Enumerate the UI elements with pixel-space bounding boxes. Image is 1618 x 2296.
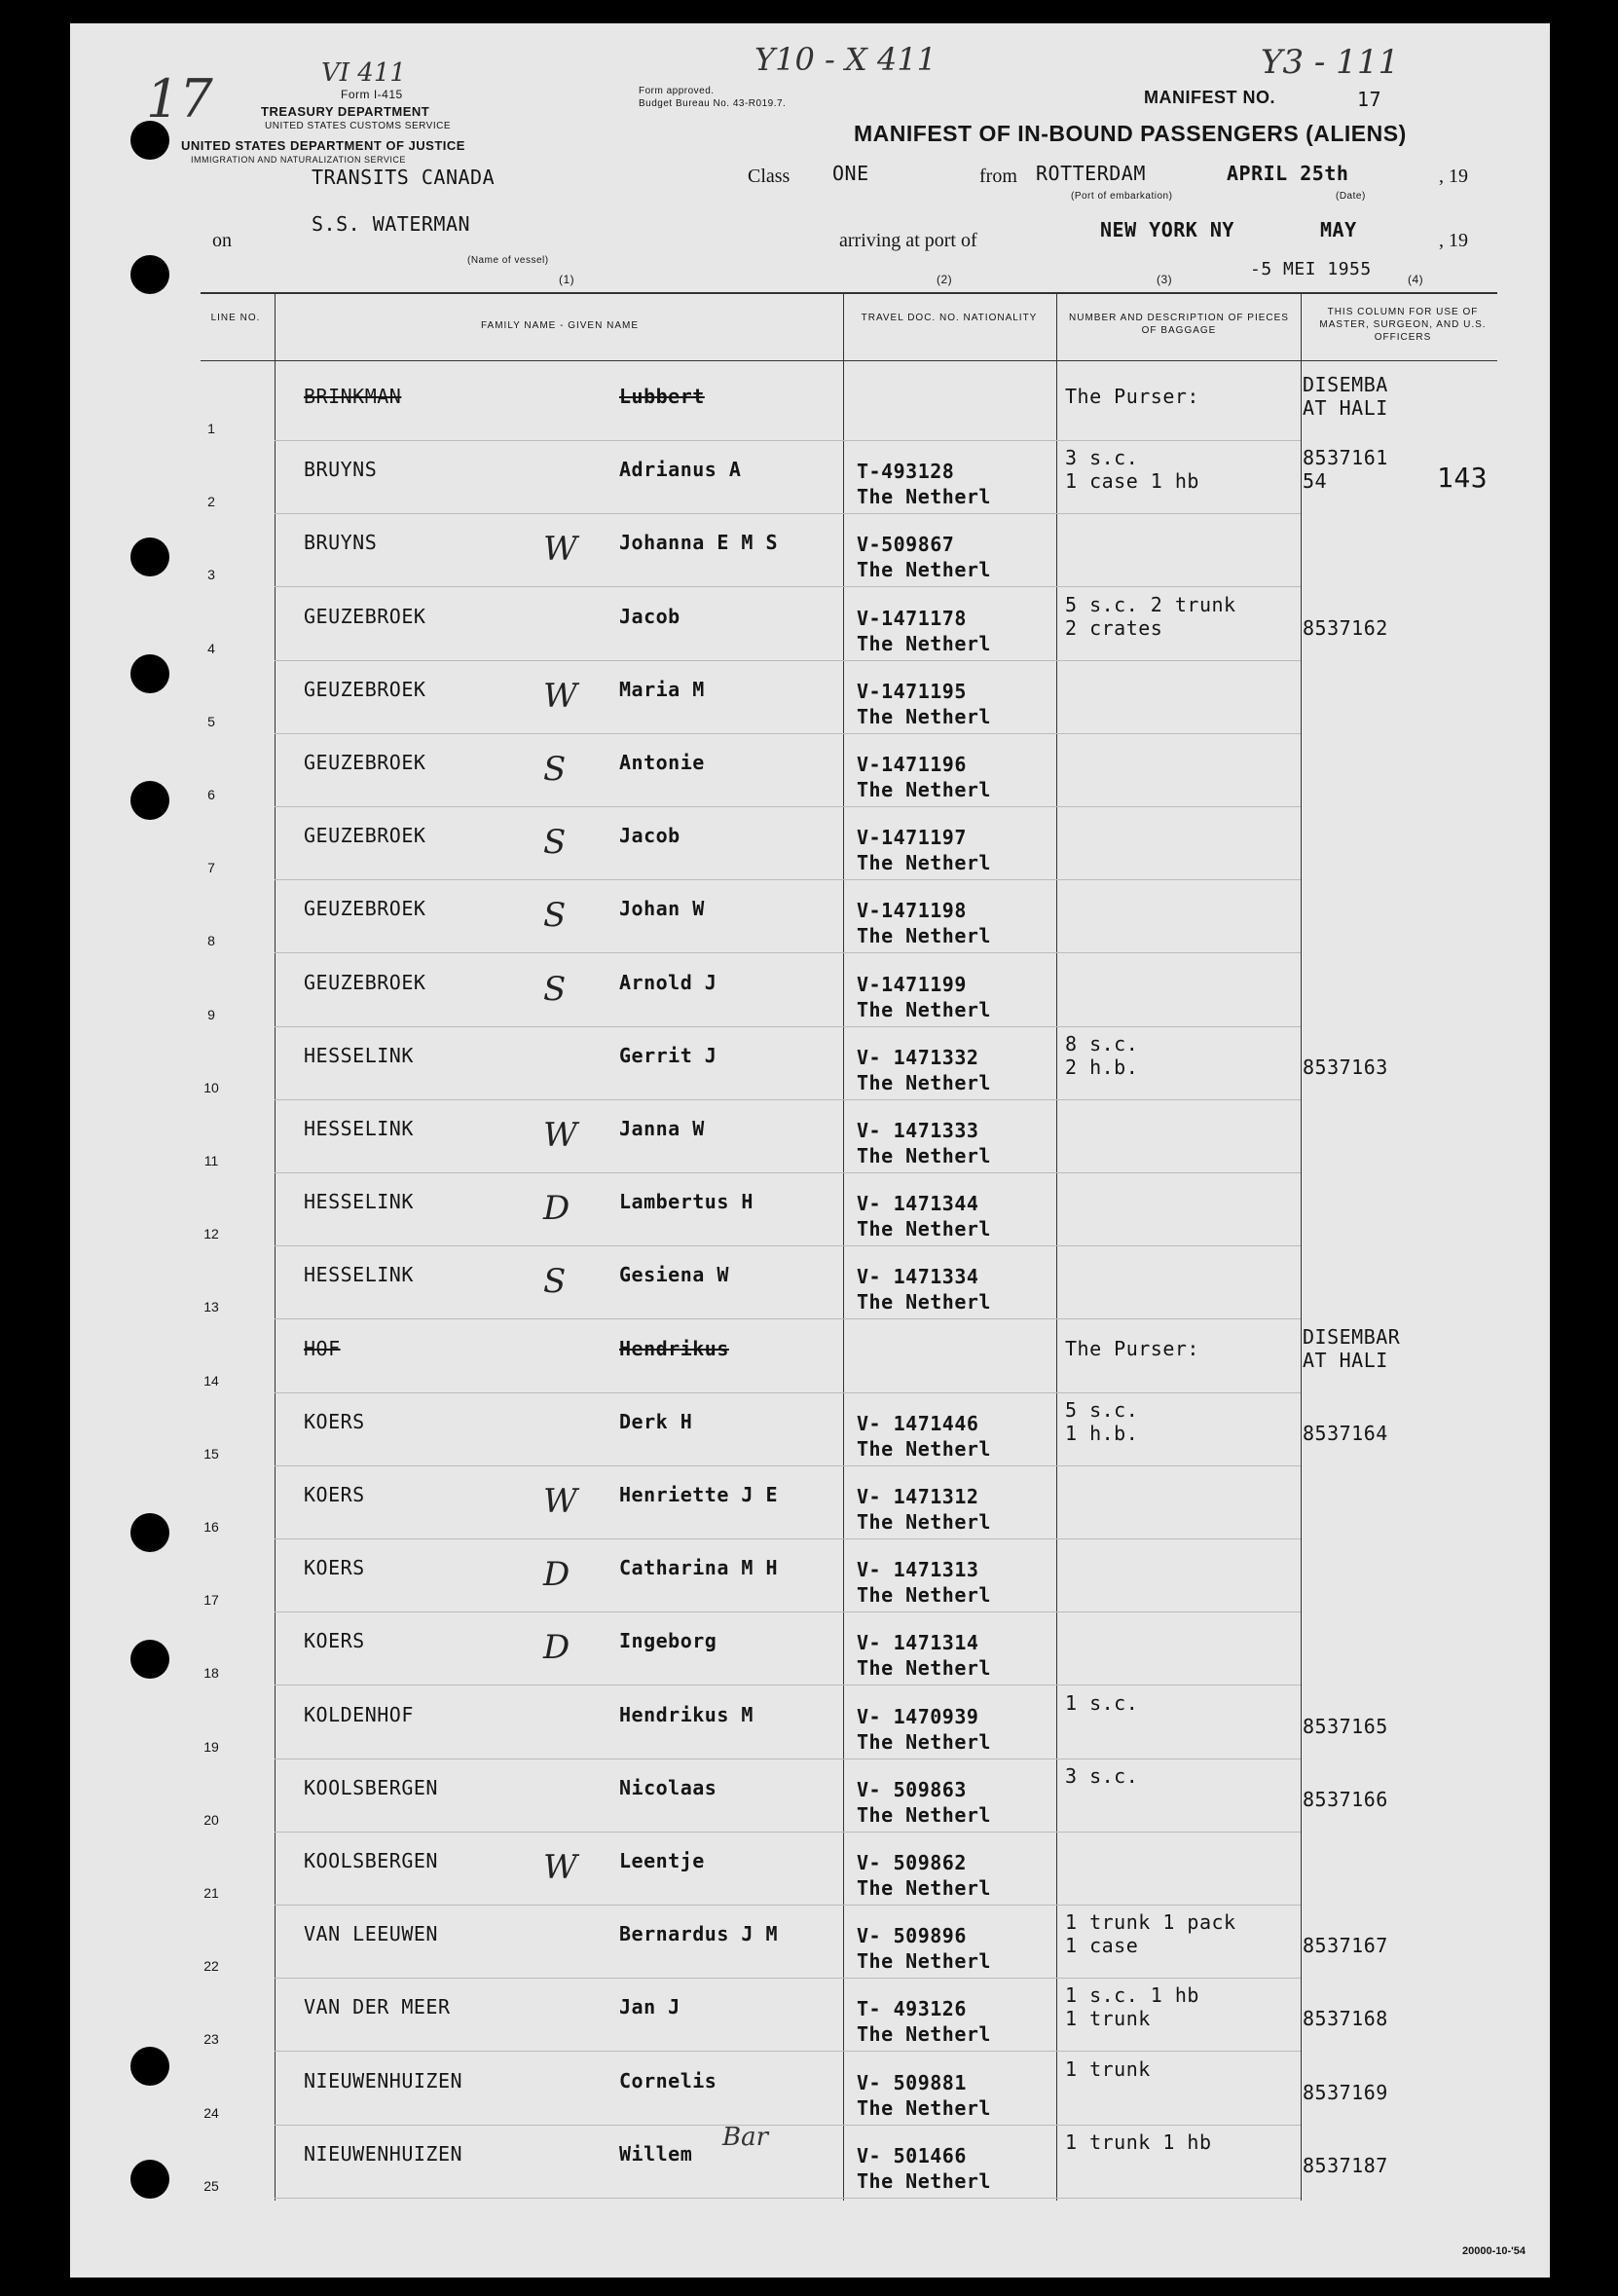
baggage-line-2: 1 case — [1065, 1934, 1139, 1958]
family-name: KOERS — [304, 1409, 365, 1433]
punch-hole — [130, 654, 169, 693]
class-label: Class — [748, 166, 791, 187]
relationship-mark: W — [543, 676, 577, 716]
nationality: The Netherl — [857, 1802, 991, 1827]
baggage-line-1: 1 s.c. 1 hb — [1065, 1983, 1199, 2008]
nationality: The Netherl — [857, 1436, 991, 1461]
col-head-officers: THIS COLUMN FOR USE OF MASTER, SURGEON, AND U.S. OFFICERS — [1319, 307, 1487, 343]
officer-note-1: 8537164 — [1303, 1421, 1388, 1445]
nationality: The Netherl — [857, 1510, 991, 1534]
nationality: The Netherl — [857, 2168, 991, 2193]
nationality: The Netherl — [857, 1656, 991, 1681]
family-name: NIEUWENHUIZEN — [304, 2068, 463, 2092]
relationship-mark: W — [543, 1482, 577, 1521]
baggage-line-2: 1 trunk — [1065, 2007, 1151, 2031]
officer-note-1: 8537161 — [1303, 446, 1388, 470]
line-number: 3 — [207, 567, 215, 583]
row-rule — [275, 2051, 1301, 2052]
family-name: HESSELINK — [304, 1043, 414, 1067]
travel-doc-number: V-1471199 — [857, 972, 967, 996]
line-number: 20 — [203, 1811, 219, 1828]
travel-doc-number: T- 493126 — [857, 1997, 967, 2021]
relationship-mark: S — [543, 750, 567, 789]
on-label: on — [212, 230, 232, 251]
hand-row2-extra: 143 — [1437, 462, 1489, 494]
relationship-mark: W — [543, 1116, 577, 1155]
travel-doc-number: V- 509863 — [857, 1777, 967, 1801]
travel-doc-number: V-1471195 — [857, 679, 967, 703]
given-name: Lambertus H — [619, 1190, 754, 1214]
family-name: HOF — [304, 1336, 341, 1360]
family-name: GEUZEBROEK — [304, 824, 426, 848]
row-rule — [275, 2125, 1301, 2126]
officer-note-1: 8537165 — [1303, 1714, 1388, 1738]
port-embarkation: ROTTERDAM — [1036, 162, 1146, 185]
hand-top-mid-note: Y10 - X 411 — [754, 41, 938, 78]
line-number: 21 — [203, 1885, 219, 1901]
travel-doc-number: V- 509881 — [857, 2070, 967, 2094]
nationality: The Netherl — [857, 1217, 991, 1241]
line-number: 5 — [207, 713, 215, 729]
punch-hole — [130, 255, 169, 294]
given-name: Adrianus A — [619, 458, 742, 482]
nationality: The Netherl — [857, 1949, 991, 1974]
doj: UNITED STATES DEPARTMENT OF JUSTICE — [181, 138, 465, 153]
given-name: Antonie — [619, 751, 705, 774]
given-name: Hendrikus M — [619, 1702, 754, 1726]
line-number: 11 — [203, 1153, 219, 1168]
line-number: 16 — [203, 1519, 219, 1535]
line-number: 22 — [203, 1958, 219, 1975]
officer-note-1: 8537162 — [1303, 615, 1388, 640]
line-number: 17 — [203, 1592, 219, 1609]
officer-note-1: 8537169 — [1303, 2080, 1388, 2104]
port-embarkation-caption: (Port of embarkation) — [1071, 191, 1173, 202]
baggage-line-1: 5 s.c. — [1065, 1397, 1139, 1422]
row-rule — [275, 1978, 1301, 1979]
col-head-travel: TRAVEL DOC. NO. NATIONALITY — [861, 313, 1038, 323]
family-name: BRUYNS — [304, 458, 378, 482]
relationship-mark: S — [543, 823, 567, 863]
family-name: HESSELINK — [304, 1117, 414, 1140]
family-name: HESSELINK — [304, 1263, 414, 1287]
travel-doc-number: V-1471197 — [857, 826, 967, 850]
relationship-mark: D — [543, 1555, 570, 1595]
given-name: Gesiena W — [619, 1263, 729, 1287]
nationality: The Netherl — [857, 997, 991, 1021]
row-rule — [275, 733, 1301, 734]
baggage-line-1: 8 s.c. — [1065, 1031, 1139, 1055]
nationality: The Netherl — [857, 851, 991, 875]
travel-doc-number: V- 1471446 — [857, 1411, 979, 1435]
officer-note-2: AT HALI — [1303, 396, 1388, 420]
row-rule — [275, 1905, 1301, 1906]
officer-note-1: 8537167 — [1303, 1934, 1388, 1958]
travel-doc-number: V- 1471334 — [857, 1265, 979, 1289]
baggage-line-1: 1 s.c. — [1065, 1690, 1139, 1715]
officer-note-1: 8537166 — [1303, 1787, 1388, 1811]
line-number: 9 — [207, 1006, 215, 1022]
given-name: Jacob — [619, 604, 680, 628]
arriving-label: arriving at port of — [839, 230, 977, 251]
line-number: 4 — [207, 640, 215, 656]
nationality: The Netherl — [857, 631, 991, 655]
row-rule — [275, 513, 1301, 514]
baggage-line-1: 1 trunk 1 pack — [1065, 1910, 1236, 1935]
baggage-line-1: 1 trunk 1 hb — [1065, 2129, 1212, 2154]
baggage-line-1: 3 s.c. — [1065, 446, 1139, 470]
year-prefix-1: , 19 — [1439, 166, 1468, 187]
relationship-mark: S — [543, 969, 567, 1009]
row-rule — [275, 1026, 1301, 1027]
line-owner: TRANSITS CANADA — [312, 166, 496, 189]
baggage-line-1: The Purser: — [1065, 385, 1199, 408]
col-num-3: (3) — [1157, 273, 1173, 286]
family-name: GEUZEBROEK — [304, 604, 426, 628]
hand-top-note: VI 411 — [321, 58, 406, 88]
sub-agency: UNITED STATES CUSTOMS SERVICE — [265, 121, 452, 131]
travel-doc-number: V- 1471333 — [857, 1119, 979, 1142]
ins: IMMIGRATION AND NATURALIZATION SERVICE — [191, 155, 406, 165]
line-number: 25 — [203, 2177, 219, 2194]
row-rule — [275, 1538, 1301, 1539]
line-number: 10 — [203, 1079, 219, 1095]
row-rule — [275, 1611, 1301, 1612]
row-rule — [275, 586, 1301, 587]
line-number: 13 — [203, 1299, 219, 1315]
given-name: Lubbert — [619, 385, 705, 408]
punch-hole — [130, 1640, 169, 1679]
family-name: KOLDENHOF — [304, 1702, 414, 1726]
nationality: The Netherl — [857, 1583, 991, 1608]
col-head-name: FAMILY NAME - GIVEN NAME — [481, 320, 639, 331]
punch-hole — [130, 781, 169, 820]
nationality: The Netherl — [857, 1144, 991, 1167]
travel-doc-number: V- 1471332 — [857, 1045, 979, 1069]
relationship-mark: D — [543, 1189, 570, 1229]
line-number: 23 — [203, 2031, 219, 2048]
family-name: KOOLSBERGEN — [304, 1775, 438, 1799]
approval-line1: Form approved. — [639, 86, 715, 96]
given-name: Arnold J — [619, 970, 717, 994]
given-name: Janna W — [619, 1117, 705, 1140]
family-name: GEUZEBROEK — [304, 751, 426, 774]
officer-note-2: AT HALI — [1303, 1348, 1388, 1372]
relationship-mark: W — [543, 1848, 577, 1887]
table-top-rule — [201, 292, 1497, 294]
table-head-rule — [201, 360, 1497, 361]
officer-note-2: 54 — [1303, 469, 1328, 494]
nationality: The Netherl — [857, 485, 991, 509]
row-rule — [275, 1099, 1301, 1100]
given-name: Jacob — [619, 824, 680, 848]
travel-doc-number: T-493128 — [857, 460, 955, 484]
family-name: GEUZEBROEK — [304, 677, 426, 701]
punch-hole — [130, 1513, 169, 1552]
nationality: The Netherl — [857, 1729, 991, 1754]
baggage-line-1: 1 trunk — [1065, 2056, 1151, 2081]
travel-doc-number: V-1471198 — [857, 899, 967, 923]
line-number: 24 — [203, 2104, 219, 2121]
given-name: Nicolaas — [619, 1775, 717, 1799]
relationship-mark: W — [543, 530, 577, 570]
nationality: The Netherl — [857, 1070, 991, 1094]
line-number: 8 — [207, 933, 215, 949]
manifest-title: MANIFEST OF IN-BOUND PASSENGERS (ALIENS) — [854, 121, 1407, 146]
baggage-line-2: 1 case 1 hb — [1065, 469, 1199, 494]
hand-page-number: 17 — [146, 68, 213, 130]
baggage-line-2: 2 h.b. — [1065, 1055, 1139, 1079]
travel-doc-number: V- 1471312 — [857, 1485, 979, 1508]
port-arrival: NEW YORK NY — [1100, 218, 1234, 241]
travel-doc-number: V-509867 — [857, 533, 955, 557]
year-prefix-2: , 19 — [1439, 230, 1468, 251]
nationality: The Netherl — [857, 1290, 991, 1315]
vessel-name: S.S. WATERMAN — [312, 212, 471, 236]
form-number: Form I-415 — [341, 88, 403, 101]
nationality: The Netherl — [857, 558, 991, 582]
given-name: Bernardus J M — [619, 1922, 779, 1946]
punch-hole — [130, 2047, 169, 2086]
travel-doc-number: V- 1471344 — [857, 1192, 979, 1216]
family-name: VAN DER MEER — [304, 1995, 451, 2019]
agency: TREASURY DEPARTMENT — [261, 104, 430, 119]
officer-note-1: DISEMBA — [1303, 373, 1388, 396]
from-label: from — [979, 166, 1017, 187]
travel-doc-number: V- 509896 — [857, 1924, 967, 1948]
line-number: 14 — [203, 1372, 219, 1389]
col-head-baggage: NUMBER AND DESCRIPTION OF PIECES OF BAGGAGE — [1069, 313, 1289, 336]
officer-note-1: DISEMBAR — [1303, 1324, 1401, 1349]
travel-doc-number: V-1471196 — [857, 753, 967, 776]
col-num-4: (4) — [1408, 273, 1424, 286]
manifest-label: MANIFEST NO. — [1144, 88, 1275, 107]
line-number: 1 — [207, 421, 215, 436]
given-name: Henriette J E — [619, 1483, 779, 1506]
vessel-caption: (Name of vessel) — [467, 255, 549, 266]
officer-note-1: 8537163 — [1303, 1055, 1388, 1079]
punch-hole — [130, 2160, 169, 2199]
punch-hole — [130, 537, 169, 576]
given-name: Gerrit J — [619, 1043, 717, 1067]
row-rule — [275, 1318, 1301, 1319]
family-name: GEUZEBROEK — [304, 970, 426, 994]
given-name: Willem — [619, 2141, 693, 2166]
hand-row25-note: Bar — [722, 2123, 769, 2152]
travel-doc-number: V- 509862 — [857, 1851, 967, 1874]
manifest-number: 17 — [1357, 88, 1382, 111]
nationality: The Netherl — [857, 2095, 991, 2120]
relationship-mark: S — [543, 1262, 567, 1302]
travel-doc-number: V- 1471313 — [857, 1558, 979, 1582]
officer-note-1: 8537168 — [1303, 2007, 1388, 2031]
row-rule — [275, 440, 1301, 441]
officer-note-1: 8537187 — [1303, 2153, 1388, 2177]
family-name: GEUZEBROEK — [304, 897, 426, 921]
travel-doc-number: V- 1471314 — [857, 1631, 979, 1655]
row-rule — [275, 1172, 1301, 1173]
date-caption: (Date) — [1336, 191, 1366, 202]
family-name: KOERS — [304, 1483, 365, 1506]
baggage-line-2: 1 h.b. — [1065, 1421, 1139, 1445]
row-rule — [275, 1832, 1301, 1833]
col-num-2: (2) — [937, 273, 953, 286]
hand-top-right-note: Y3 - 111 — [1261, 43, 1400, 82]
given-name: Catharina M H — [619, 1556, 779, 1580]
given-name: Johan W — [619, 897, 705, 921]
given-name: Leentje — [619, 1849, 705, 1872]
family-name: NIEUWENHUIZEN — [304, 2141, 463, 2166]
given-name: Jan J — [619, 1995, 680, 2019]
form-print-code: 20000-10-'54 — [1461, 2245, 1526, 2257]
baggage-line-1: 5 s.c. 2 trunk — [1065, 592, 1236, 616]
nationality: The Netherl — [857, 1876, 991, 1900]
class-value: ONE — [832, 162, 869, 185]
given-name: Ingeborg — [619, 1629, 717, 1653]
family-name: KOOLSBERGEN — [304, 1849, 438, 1872]
line-number: 15 — [203, 1445, 219, 1462]
line-number: 2 — [207, 494, 215, 510]
row-rule — [275, 879, 1301, 880]
travel-doc-number: V- 501466 — [857, 2143, 967, 2167]
given-name: Hendrikus — [619, 1336, 729, 1360]
row-rule — [275, 2198, 1301, 2199]
baggage-line-1: The Purser: — [1065, 1336, 1199, 1360]
line-number: 19 — [203, 1738, 219, 1755]
arrival-month: MAY — [1320, 218, 1357, 241]
baggage-line-1: 3 s.c. — [1065, 1763, 1139, 1788]
line-number: 7 — [207, 860, 215, 876]
row-rule — [275, 806, 1301, 807]
row-rule — [275, 1392, 1301, 1393]
family-name: BRINKMAN — [304, 385, 402, 408]
family-name: KOERS — [304, 1556, 365, 1580]
nationality: The Netherl — [857, 778, 991, 801]
departure-date: APRIL 25th — [1227, 162, 1349, 185]
given-name: Maria M — [619, 677, 705, 701]
row-rule — [275, 952, 1301, 953]
line-number: 18 — [203, 1665, 219, 1682]
col-head-line: LINE NO. — [210, 313, 261, 323]
travel-doc-number: V-1471178 — [857, 606, 967, 630]
nationality: The Netherl — [857, 704, 991, 728]
line-number: 6 — [207, 787, 215, 802]
row-rule — [275, 1245, 1301, 1246]
row-rule — [275, 1465, 1301, 1466]
given-name: Johanna E M S — [619, 531, 779, 555]
given-name: Derk H — [619, 1409, 693, 1433]
travel-doc-number: V- 1470939 — [857, 1704, 979, 1728]
family-name: KOERS — [304, 1629, 365, 1653]
family-name: HESSELINK — [304, 1190, 414, 1214]
family-name: BRUYNS — [304, 531, 378, 555]
arrival-stamp-date: -5 MEI 1955 — [1250, 259, 1372, 279]
col-divider — [1301, 292, 1302, 2201]
relationship-mark: S — [543, 896, 567, 936]
given-name: Cornelis — [619, 2068, 717, 2092]
row-rule — [275, 660, 1301, 661]
nationality: The Netherl — [857, 2022, 991, 2047]
line-number: 12 — [203, 1226, 219, 1242]
baggage-line-2: 2 crates — [1065, 615, 1163, 640]
col-num-1: (1) — [559, 273, 575, 286]
relationship-mark: D — [543, 1628, 570, 1668]
family-name: VAN LEEUWEN — [304, 1922, 438, 1946]
nationality: The Netherl — [857, 924, 991, 948]
approval-line2: Budget Bureau No. 43-R019.7. — [639, 98, 787, 109]
